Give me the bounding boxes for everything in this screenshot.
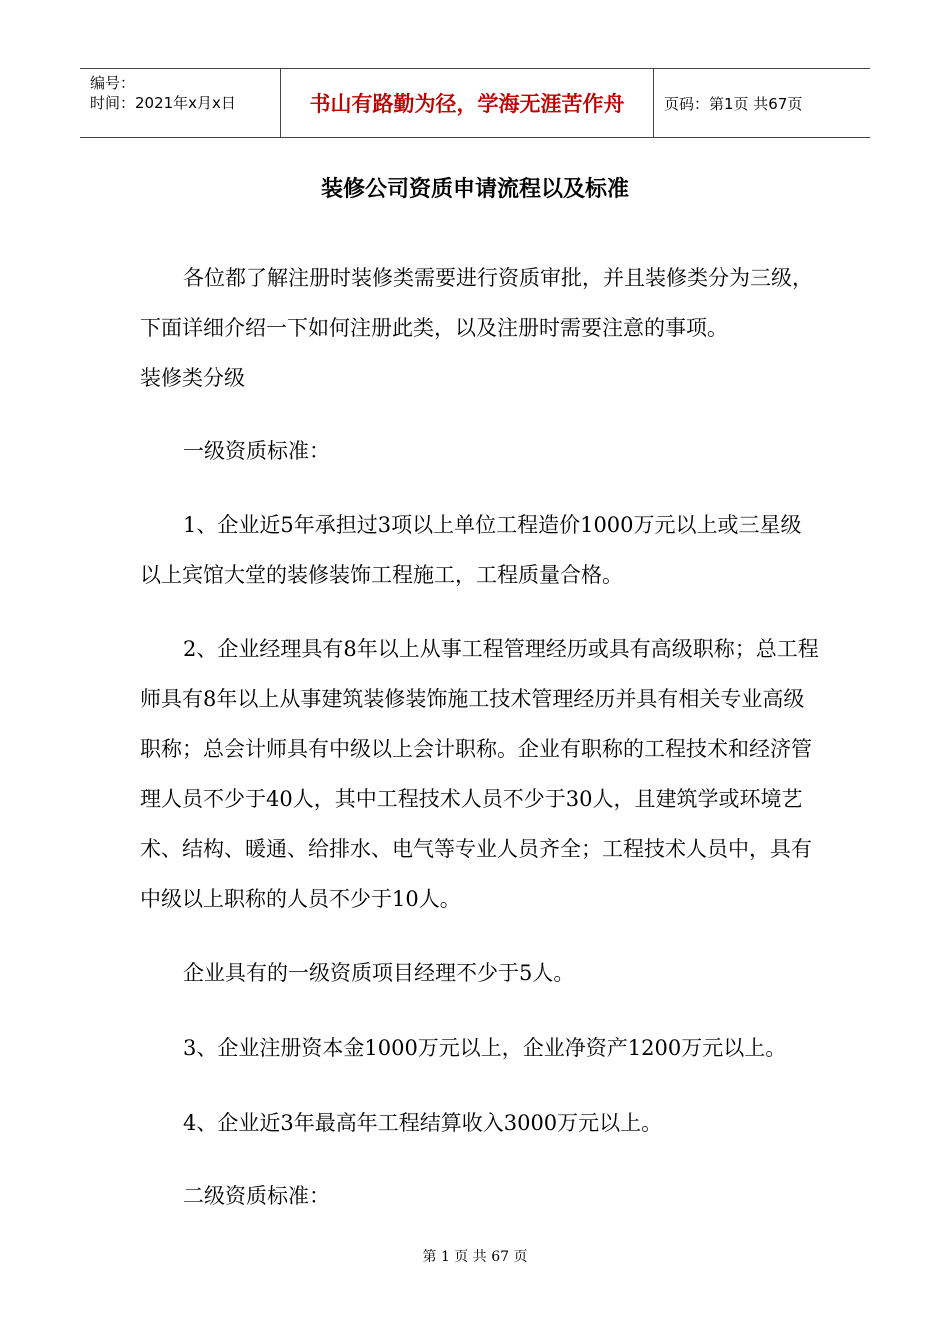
level1-heading: 一级资质标准： [183,439,330,463]
item-3: 3、企业注册资本金1000万元以上，企业净资产1200万元以上。 [183,1036,787,1060]
level2-heading: 二级资质标准： [183,1184,330,1208]
page-footer: 第 1 页 共 67 页 [422,1249,528,1265]
item-2: 2、企业经理具有8年以上从事工程管理经历或具有高级职称；总工程师具有8年以上从事建筑装修装饰施工技术管理经历并具有相关专业高级职称；总会计师具有中级以上会计职称。企业有职称的工程技术和经济管理人员不少于40人，其中工程技术人员不少于30人，且建筑学或环境艺术、结构、暖通、给排水、电气等专业人员齐全；工程技术人员中，具有中级以上职称的人员不少于10人。 [140,637,819,911]
item-4: 4、企业近3年最高年工程结算收入3000万元以上。 [183,1111,663,1135]
intro-paragraph: 各位都了解注册时装修类需要进行资质审批，并且装修类分为三级，下面详细介绍一下如何注册此类，以及注册时需要注意的事项。 [140,266,813,340]
motto: 书山有路勤为径，学海无涯苦作舟 [281,69,654,137]
header-left-cell [80,69,281,137]
item-2b: 企业具有的一级资质项目经理不少于5人。 [183,961,575,985]
page-info: 页码：第1页 共67页 [664,94,803,113]
section-heading: 装修类分级 [140,366,245,390]
header-table [80,68,870,138]
number-label: 编号： [90,74,136,92]
document-title: 装修公司资质申请流程以及标准 [320,177,629,202]
item-1: 1、企业近5年承担过3项以上单位工程造价1000万元以上或三星级以上宾馆大堂的装修装饰工程施工，工程质量合格。 [140,513,802,587]
date-label: 时间：2021年x月x日 [90,94,236,112]
